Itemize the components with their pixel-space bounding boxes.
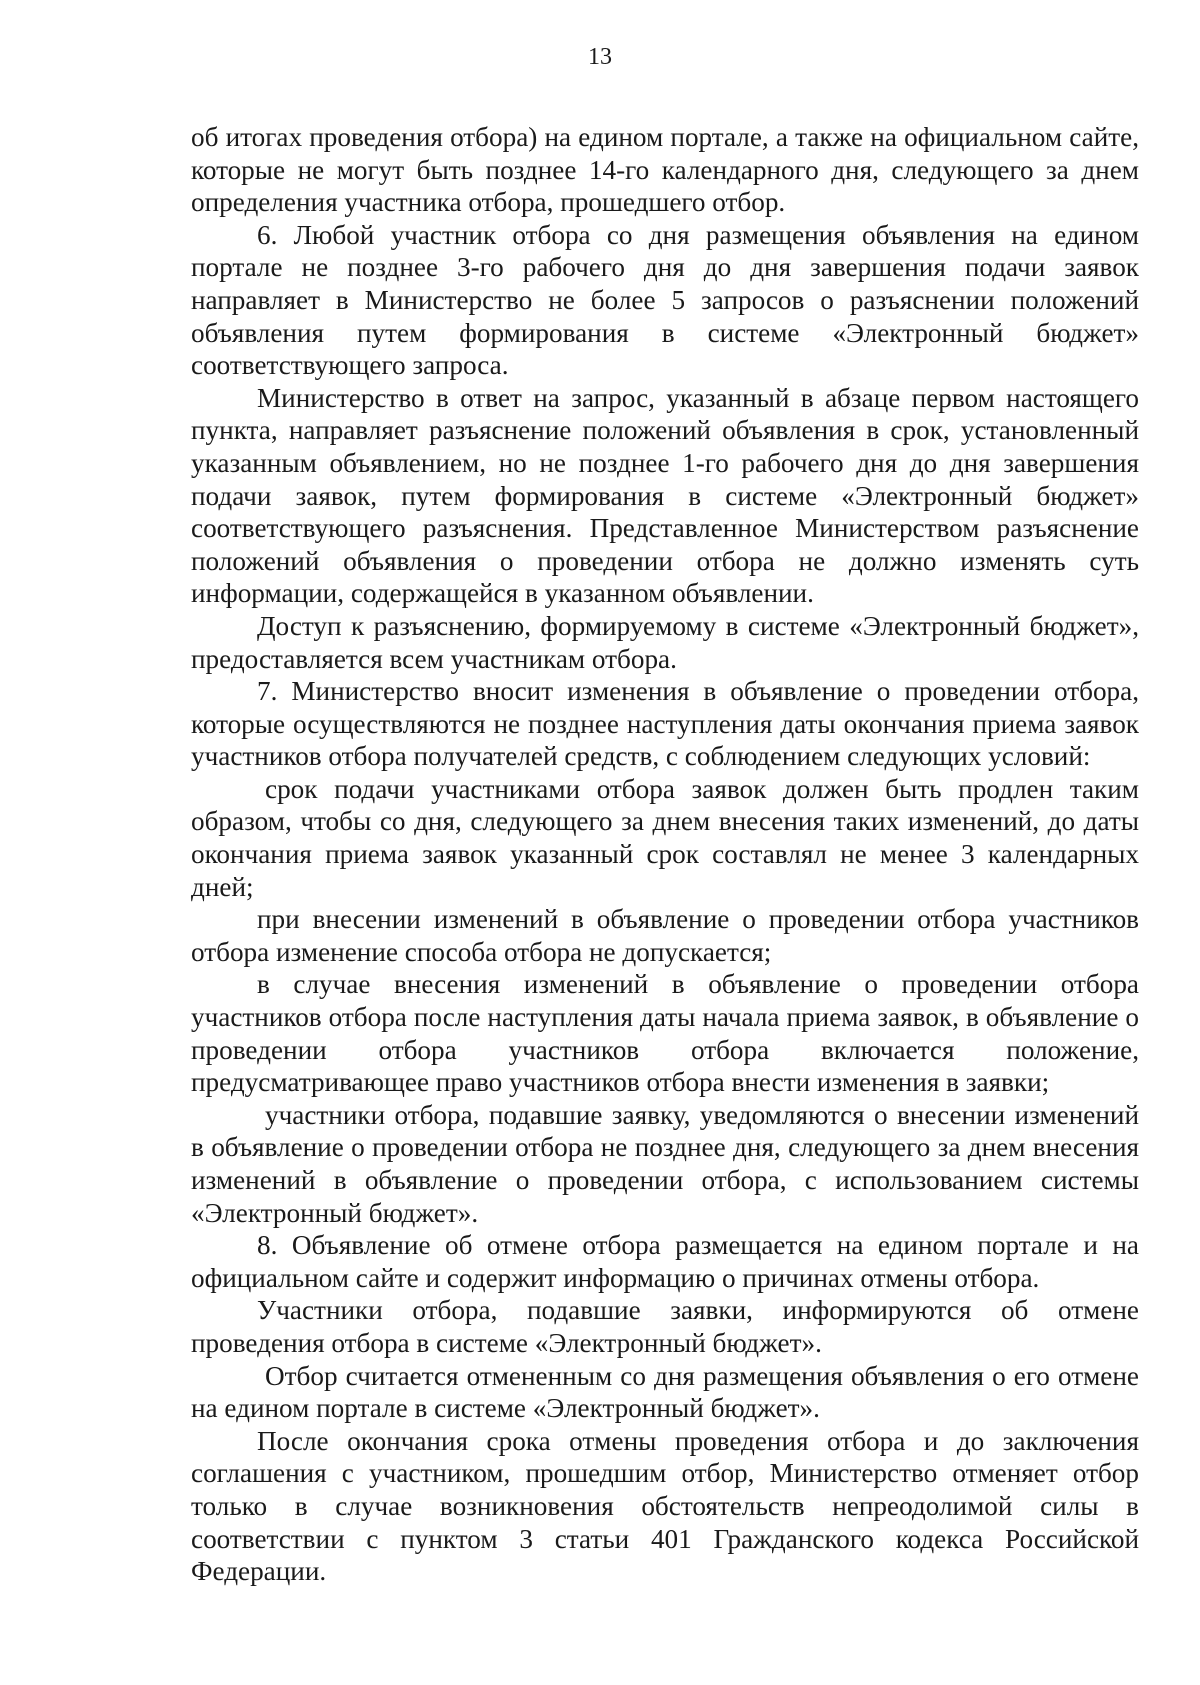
document-body [191, 121, 1139, 1588]
paragraph-7: при внесении изменений в объявление о проведении отбора участников отбора изменение способа отбора не допускается; [191, 904, 1139, 967]
paragraph-5: 7. Министерство вносит изменения в объявление о проведении отбора, которые осуществляются не позднее наступления даты окончания приема заявок участников отбора получателей средств, с соблюдением следующих условий: [191, 676, 1139, 772]
paragraph-11: Участники отбора, подавшие заявки, информируются об отмене проведения отбора в системе «Электронный бюджет». [191, 1295, 1139, 1358]
paragraph-3: Министерство в ответ на запрос, указанный в абзаце первом настоящего пункта, направляет разъяснение положений объявления в срок, установленный указанным объявлением, но не позднее 1-го рабочего дня до дня завершения подачи заявок, путем формирования в системе «Электронный бюджет» соответствующего разъяснения. Представленное Министерством разъяснение положений объявления о проведении отбора не должно изменять суть информации, содержащейся в указанном объявлении. [191, 382, 1139, 609]
paragraph-4: Доступ к разъяснению, формируемому в системе «Электронный бюджет», предоставляется всем участникам отбора. [191, 610, 1139, 674]
paragraph-9: участники отбора, подавшие заявку, уведомляются о внесении изменений в объявление о проведении отбора не позднее дня, следующего за днем внесения изменений в объявление о проведении отбора, с использованием системы «Электронный бюджет». [191, 1099, 1139, 1228]
paragraph-10: 8. Объявление об отмене отбора размещается на едином портале и на официальном сайте и содержит информацию о причинах отмены отбора. [191, 1230, 1139, 1293]
paragraph-12: Отбор считается отмененным со дня размещения объявления о его отмене на едином портале в системе «Электронный бюджет». [191, 1360, 1139, 1424]
paragraph-6: срок подачи участниками отбора заявок должен быть продлен таким образом, чтобы со дня, следующего за днем внесения таких изменений, до даты окончания приема заявок указанный срок составлял не менее 3 календарных дней; [191, 773, 1139, 902]
paragraph-2: 6. Любой участник отбора со дня размещения объявления на едином портале не позднее 3-го рабочего дня до дня завершения подачи заявок направляет в Министерство не более 5 запросов о разъяснении положений объявления путем формирования в системе «Электронный бюджет» соответствующего запроса. [191, 219, 1139, 381]
paragraph-1: об итогах проведения отбора) на едином портале, а также на официальном сайте, которые не могут быть позднее 14-го календарного дня, следующего за днем определения участника отбора, прошедшего отбор. [191, 122, 1139, 218]
paragraph-8: в случае внесения изменений в объявление о проведении отбора участников отбора после наступления даты начала приема заявок, в объявление о проведении отбора участников отбора включается положение, предусматривающее право участников отбора внести изменения в заявки; [191, 969, 1139, 1098]
paragraph-13: После окончания срока отмены проведения отбора и до заключения соглашения с участником, прошедшим отбор, Министерство отменяет отбор только в случае возникновения обстоятельств непреодолимой силы в соответствии с пунктом 3 статьи 401 Гражданского кодекса Российской Федерации. [191, 1425, 1139, 1587]
page-number: 13 [588, 44, 612, 70]
